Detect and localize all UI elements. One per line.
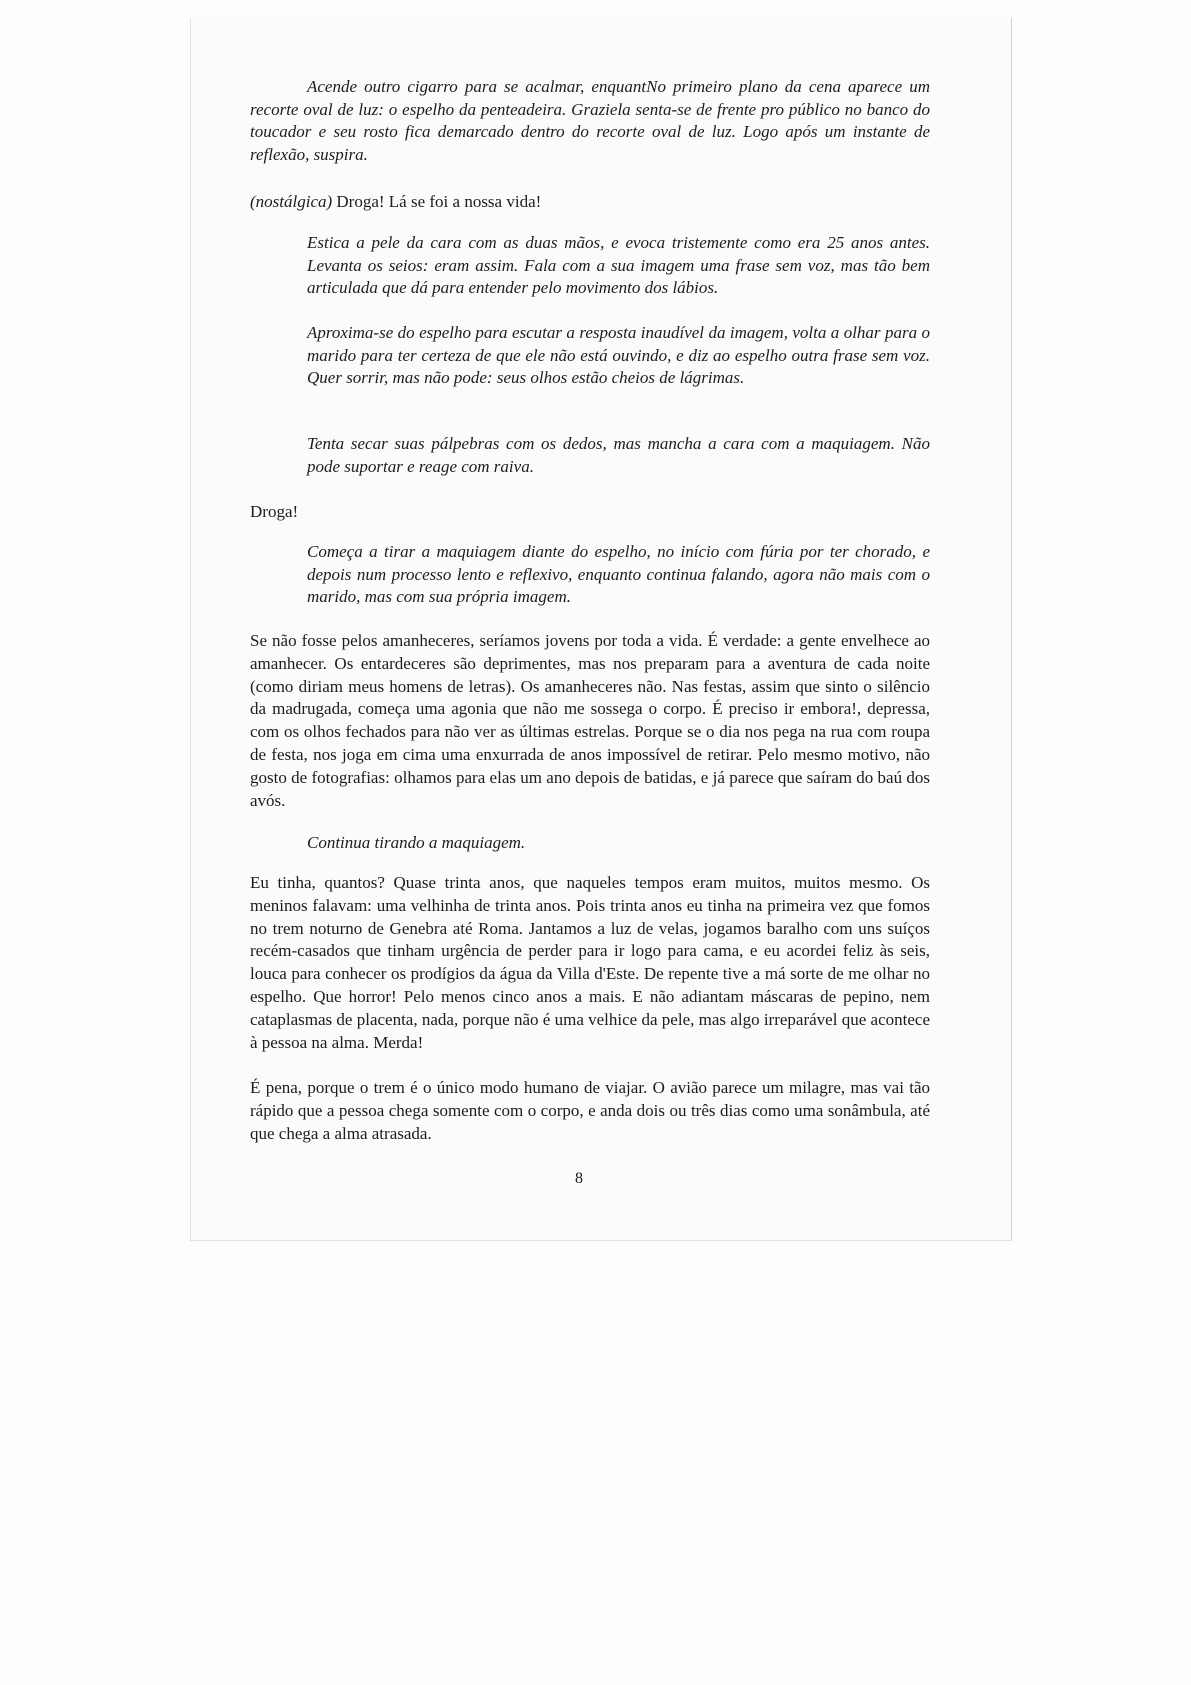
speech-nostalgica	[250, 192, 541, 212]
paragraph-2: Eu tinha, quantos? Quase trinta anos, que naqueles tempos eram muitos, muitos mesmo. Os meninos falavam: uma velhinha de trinta anos. Pois trinta anos eu tinha na primeira vez que fomos no trem noturno de Genebra até Roma. Jantamos a luz de velas, jogamos baralho com uns suíços recém-casados que tinham urgência de perder para ir logo para cama, e eu acordei feliz às seis, louca para conhecer os prodígios da água da Villa d'Este. De repente tive a má sorte de me olhar no espelho. Que horror! Pelo menos cinco anos a mais. E não adiantam máscaras de pepino, nem cataplasmas de placenta, nada, porque não é uma velhice da pele, mas algo irreparável que acontece à pessoa na alma. Merda!	[250, 873, 930, 1052]
stage-direction-6: Continua tirando a maquiagem.	[307, 833, 526, 852]
stage-direction-4: Tenta secar suas pálpebras com os dedos, mas mancha a cara com a maquiagem. Não pode suportar e reage com raiva.	[307, 434, 930, 476]
page-number: 8	[575, 1170, 583, 1187]
speech-droga: Droga!	[250, 502, 299, 521]
stage-direction-5: Começa a tirar a maquiagem diante do espelho, no início com fúria por ter chorado, e depois num processo lento e reflexivo, enquanto continua falando, agora não mais com o marido, mas com sua própria imagem.	[307, 542, 930, 606]
paragraph-1: Se não fosse pelos amanheceres, seríamos jovens por toda a vida. É verdade: a gente envelhece ao amanhecer. Os entardeceres são deprimentes, mas nos preparam para a aventura de cada noite (como diriam meus homens de letras). Os amanheceres não. Nas festas, assim que sinto o silêncio da madrugada, começa uma agonia que não me sossega o corpo. É preciso ir embora!, depressa, com os olhos fechados para não ver as últimas estrelas. Porque se o dia nos pega na rua com roupa de festa, nos joga em cima uma enxurrada de anos impossível de retirar. Pelo mesmo motivo, não gosto de fotografias: olhamos para elas um ano depois de batidas, e já parece que saíram do baú dos avós.	[250, 631, 930, 810]
speech-tag: (nostálgica)	[250, 192, 333, 211]
stage-direction-3: Aproxima-se do espelho para escutar a resposta inaudível da imagem, volta a olhar para o marido para ter certeza de que ele não está ouvindo, e diz ao espelho outra frase sem voz. Quer sorrir, mas não pode: seus olhos estão cheios de lágrimas.	[307, 323, 930, 387]
paragraph-3: É pena, porque o trem é o único modo humano de viajar. O avião parece um milagre, mas vai tão rápido que a pessoa chega somente com o corpo, e anda dois ou três dias como uma sonâmbula, até que chega a alma atrasada.	[250, 1078, 930, 1143]
stage-direction-2: Estica a pele da cara com as duas mãos, e evoca tristemente como era 25 anos antes. Levanta os seios: eram assim. Fala com a sua imagem uma frase sem voz, mas tão bem articulada que dá para entender pelo movimento dos lábios.	[307, 233, 930, 297]
stage-direction-1: Acende outro cigarro para se acalmar, enquantNo primeiro plano da cena aparece um recorte oval de luz: o espelho da penteadeira. Graziela senta-se de frente pro público no banco do toucador e seu rosto fica demarcado dentro do recorte oval de luz. Logo após um instante de reflexão, suspira.	[250, 77, 930, 164]
speech-text: Droga! Lá se foi a nossa vida!	[332, 192, 542, 211]
